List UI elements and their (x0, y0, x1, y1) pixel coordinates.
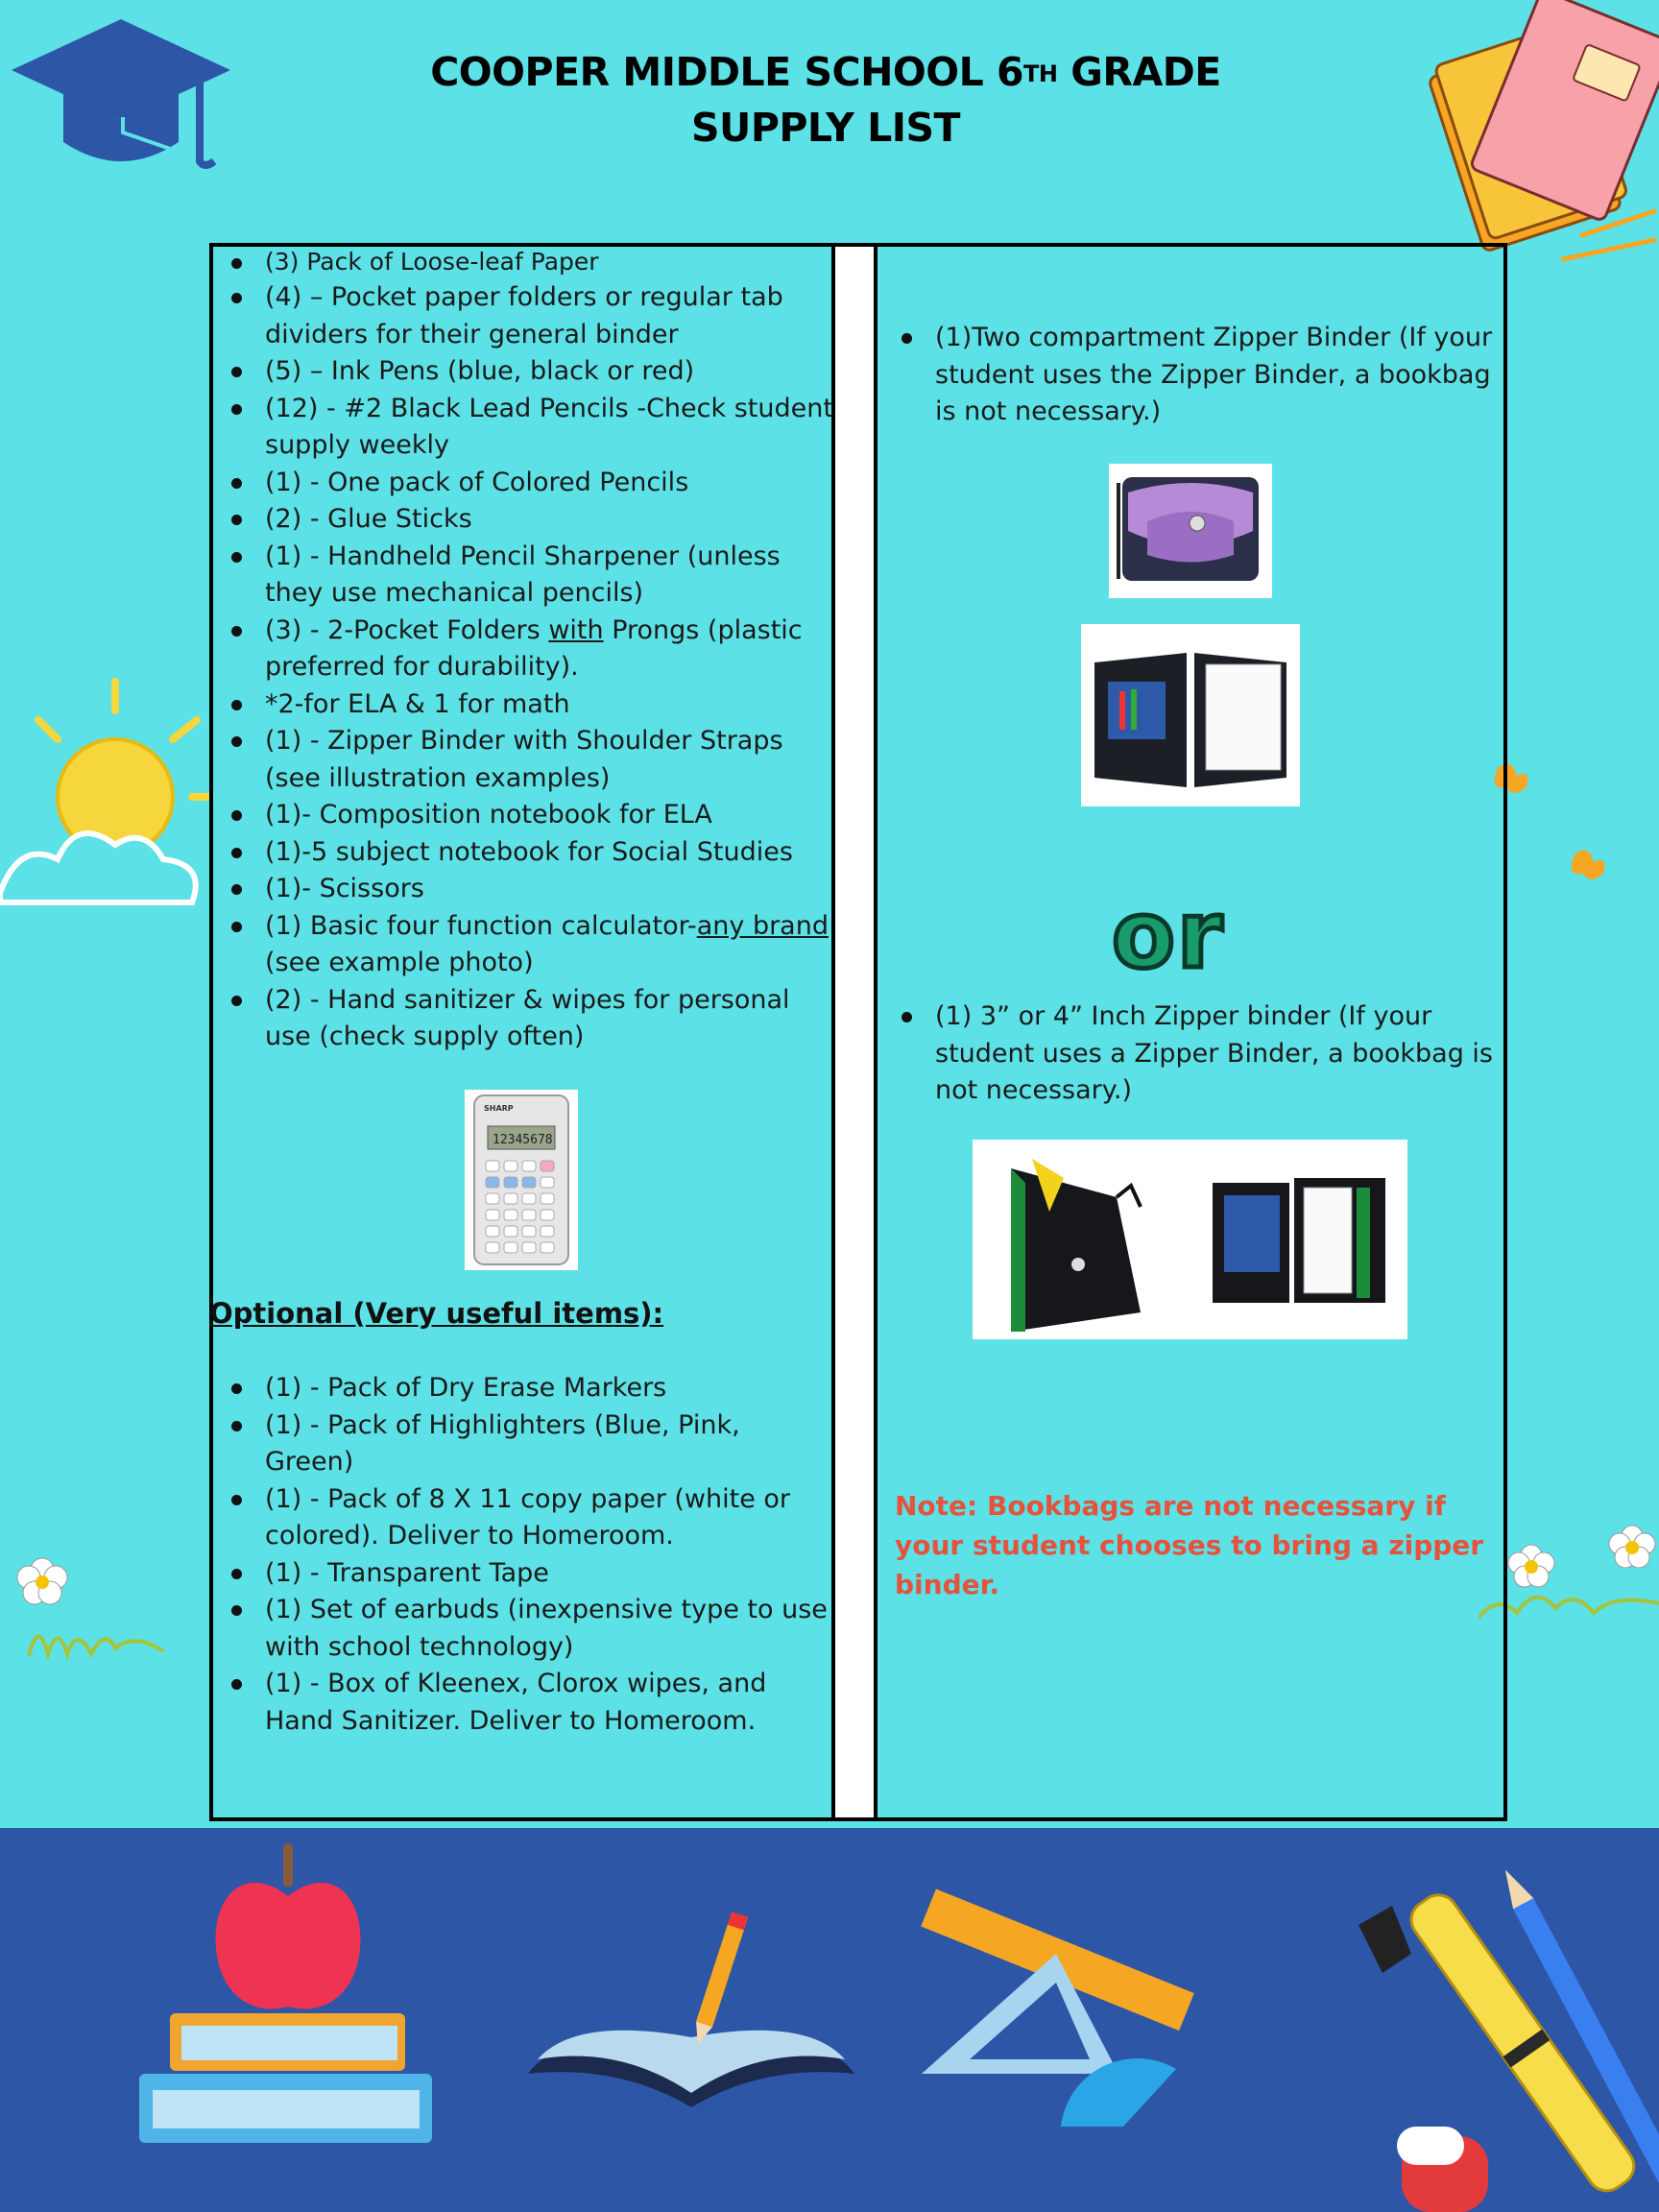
calculator-key (522, 1210, 536, 1220)
calculator-key (522, 1226, 536, 1237)
list-item: (3) Pack of Loose-leaf Paper (209, 245, 835, 279)
list-item: (1) - Pack of Dry Erase Markers (209, 1370, 835, 1407)
list-item: (1) - Box of Kleenex, Clorox wipes, and Hand Sanitizer. Deliver to Homeroom. (209, 1666, 835, 1740)
list-item: (1) - One pack of Colored Pencils (209, 465, 835, 502)
ruler-triangle-icon (912, 1887, 1200, 2136)
open-book-pencil-icon (523, 1911, 859, 2112)
calculator-key (522, 1161, 536, 1171)
supply-list (209, 245, 835, 1056)
or-divider-text: or (1112, 881, 1225, 989)
calculator-key (541, 1177, 554, 1188)
list-item: (1) 3” or 4” Inch Zipper binder (If your student uses a Zipper Binder, a bookbag is not necessary.) (879, 998, 1507, 1110)
binder-option-1 (879, 320, 1507, 431)
list-item: (1) - Pack of Highlighters (Blue, Pink, Green) (209, 1407, 835, 1481)
optional-list (209, 1370, 835, 1740)
sun-cloud-icon (0, 672, 211, 912)
calculator-key (486, 1242, 499, 1253)
calculator-key (504, 1161, 517, 1171)
calculator-key (541, 1226, 554, 1237)
purple-binder-photo (1109, 464, 1272, 598)
list-item: (12) - #2 Black Lead Pencils -Check student supply weekly (209, 391, 835, 465)
list-item: (2) - Hand sanitizer & wipes for personal use (check supply often) (209, 982, 835, 1056)
calculator-brand: SHARP (484, 1104, 514, 1113)
list-item: (5) – Ink Pens (blue, black or red) (209, 353, 835, 391)
calculator-key (522, 1193, 536, 1204)
calculator-key (486, 1226, 499, 1237)
calculator-key (504, 1210, 517, 1220)
binder-option-2 (879, 998, 1507, 1110)
calculator-key (541, 1210, 554, 1220)
green-binder-photo (973, 1140, 1407, 1339)
list-item: *2-for ELA & 1 for math (209, 686, 835, 724)
calculator-display: 12345678 (493, 1133, 553, 1147)
calculator-key (504, 1226, 517, 1237)
list-item: (1)-5 subject notebook for Social Studies (209, 834, 835, 872)
list-item: (1)- Scissors (209, 871, 835, 908)
calculator-key (541, 1242, 554, 1253)
list-item: (1) - Transparent Tape (209, 1555, 835, 1593)
pens-icon (1354, 1848, 1659, 2212)
column-divider (835, 243, 874, 1821)
flower-icon (0, 1541, 173, 1661)
page-title: COOPER MIDDLE SCHOOL 6TH GRADE SUPPLY LIST (430, 49, 1221, 151)
list-item: (3) - 2-Pocket Folders with Prongs (plastic preferred for durability). (209, 613, 835, 686)
calculator-key (486, 1210, 499, 1220)
calculator-key (486, 1193, 499, 1204)
calculator-key (541, 1161, 554, 1171)
calculator-key (504, 1177, 517, 1188)
list-item: (1) - Pack of 8 X 11 copy paper (white or colored). Deliver to Homeroom. (209, 1481, 835, 1555)
bookbag-note: Note: Bookbags are not necessary if your student chooses to bring a zipper binder. (895, 1490, 1484, 1600)
calculator-photo (465, 1090, 578, 1270)
apple-books-icon (139, 1839, 437, 2146)
calculator-key (522, 1177, 536, 1188)
list-item: (1) - Zipper Binder with Shoulder Straps (see illustration examples) (209, 723, 835, 797)
calculator-key (504, 1193, 517, 1204)
notebook-icon (1419, 0, 1659, 278)
list-item: (1)- Composition notebook for ELA (209, 797, 835, 834)
calculator-key (504, 1242, 517, 1253)
open-binder-photo (1081, 624, 1300, 806)
list-item: (1) Basic four function calculator-any brand (see example photo) (209, 908, 835, 982)
list-item: (2) - Glue Sticks (209, 501, 835, 539)
calculator-key (541, 1193, 554, 1204)
list-item: (1)Two compartment Zipper Binder (If your student uses the Zipper Binder, a bookbag is not necessary.) (879, 320, 1507, 431)
graduation-cap-icon (8, 17, 234, 171)
calculator-key (486, 1161, 499, 1171)
list-item: (4) – Pocket paper folders or regular tab dividers for their general binder (209, 279, 835, 353)
list-item: (1) - Handheld Pencil Sharpener (unless they use mechanical pencils) (209, 539, 835, 613)
calculator-key (522, 1242, 536, 1253)
list-item: (1) Set of earbuds (inexpensive type to use with school technology) (209, 1592, 835, 1666)
calculator-key (486, 1177, 499, 1188)
optional-heading: Optional (Very useful items): (209, 1297, 664, 1330)
